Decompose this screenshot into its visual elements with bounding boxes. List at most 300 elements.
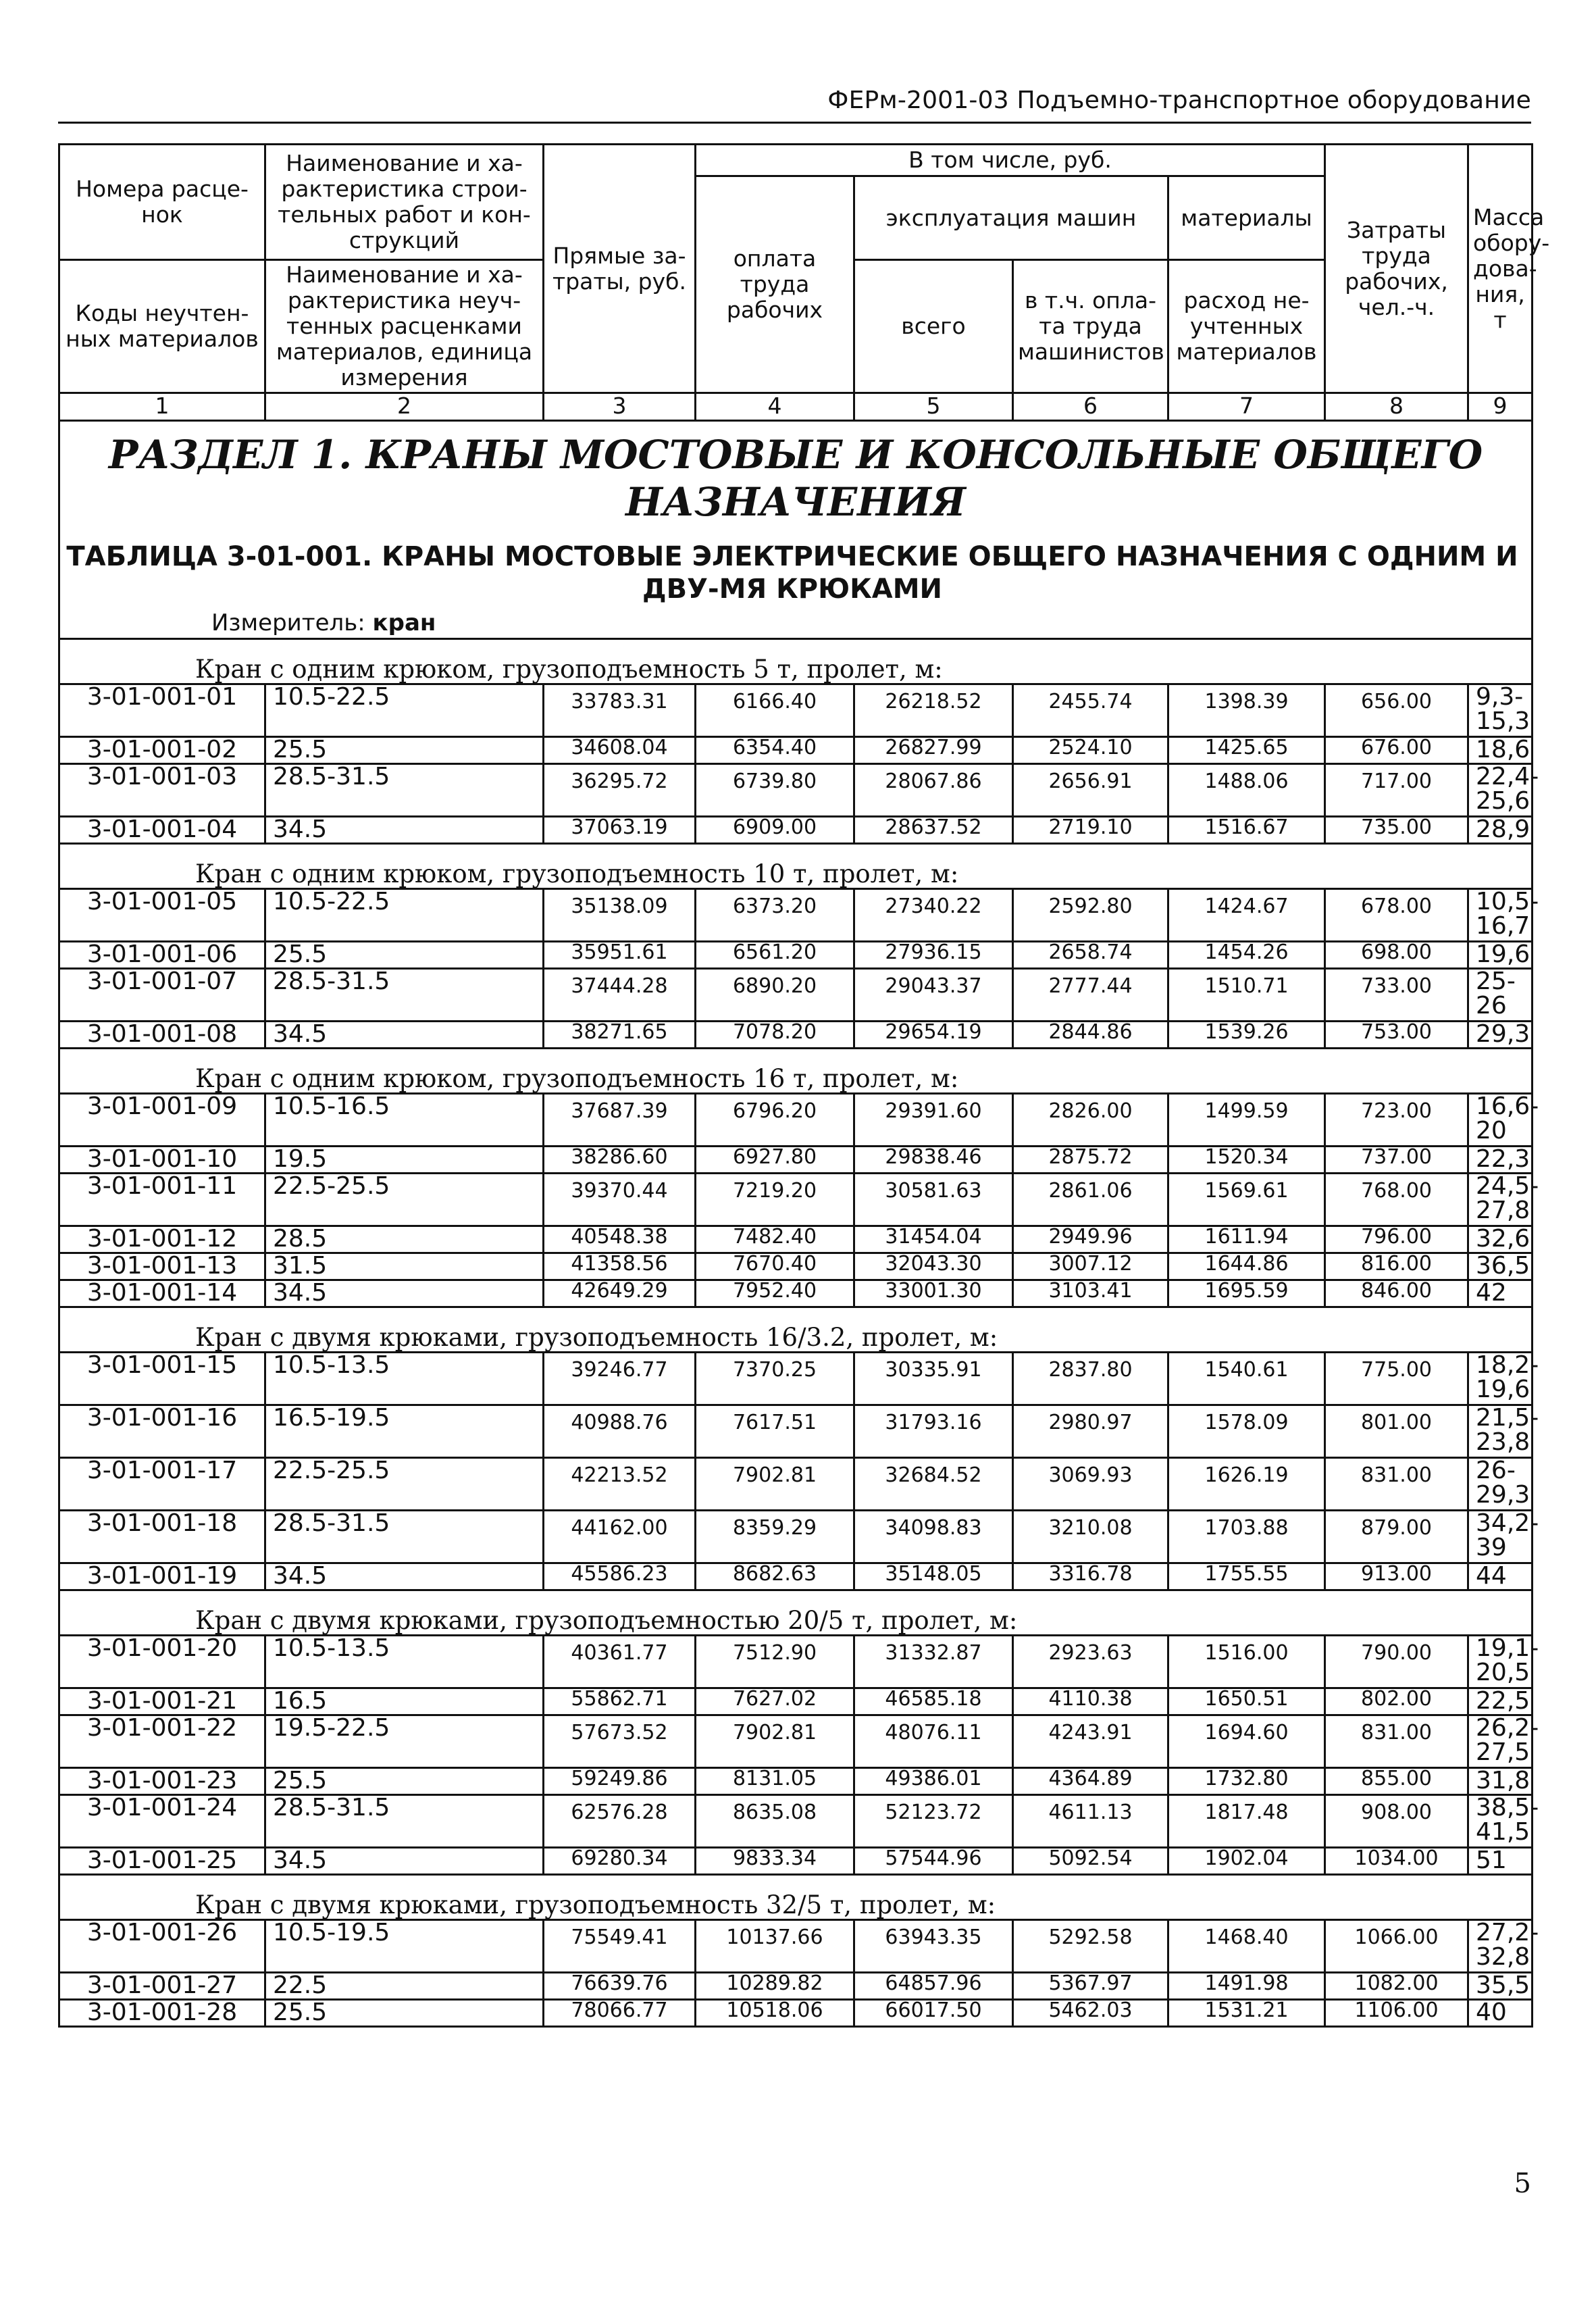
span-range: 16.5-19.5 [265,1405,544,1458]
machines-total: 30335.91 [854,1353,1013,1405]
span-range: 22.5 [265,1973,544,2000]
equipment-mass: 27,2-32,8 [1468,1920,1533,1973]
rate-code: 3-01-001-15 [59,1353,265,1405]
col-header-direct-costs: Прямые за-траты, руб. [544,145,696,393]
materials-cost: 1516.67 [1168,817,1325,844]
equipment-mass: 34,2-39 [1468,1511,1533,1563]
rate-code: 3-01-001-08 [59,1022,265,1049]
column-number: 2 [265,393,544,421]
labor-hours: 908.00 [1325,1795,1468,1848]
machinist-pay: 4364.89 [1013,1768,1168,1795]
materials-cost: 1817.48 [1168,1795,1325,1848]
table-row [59,1636,1533,1688]
rate-code: 3-01-001-02 [59,737,265,764]
labor-hours: 846.00 [1325,1280,1468,1307]
table-row [59,1768,1533,1795]
span-range: 19.5 [265,1147,544,1174]
worker-pay: 10518.06 [696,2000,854,2027]
worker-pay: 10137.66 [696,1920,854,1973]
labor-hours: 656.00 [1325,684,1468,737]
labor-hours: 802.00 [1325,1688,1468,1715]
rate-code: 3-01-001-21 [59,1688,265,1715]
column-number: 6 [1013,393,1168,421]
machines-total: 27340.22 [854,889,1013,942]
labor-hours: 737.00 [1325,1147,1468,1174]
group-title: Кран с двумя крюками, грузоподъемность 16/3.2, пролет, м: [59,1307,1533,1353]
machinist-pay: 3069.93 [1013,1458,1168,1511]
rate-code: 3-01-001-10 [59,1147,265,1174]
machinist-pay: 2980.97 [1013,1405,1168,1458]
worker-pay: 7617.51 [696,1405,854,1458]
worker-pay: 6796.20 [696,1094,854,1147]
equipment-mass: 26-29,3 [1468,1458,1533,1511]
machines-total: 32043.30 [854,1253,1013,1280]
worker-pay: 7670.40 [696,1253,854,1280]
worker-pay: 6354.40 [696,737,854,764]
materials-cost: 1491.98 [1168,1973,1325,2000]
column-number: 5 [854,393,1013,421]
materials-cost: 1454.26 [1168,942,1325,969]
materials-cost: 1611.94 [1168,1226,1325,1253]
labor-hours: 816.00 [1325,1253,1468,1280]
labor-hours: 855.00 [1325,1768,1468,1795]
table-row [59,817,1533,844]
labor-hours: 790.00 [1325,1636,1468,1688]
direct-costs: 44162.00 [544,1511,696,1563]
span-range: 28.5 [265,1226,544,1253]
machinist-pay: 2844.86 [1013,1022,1168,1049]
equipment-mass: 22,4-25,6 [1468,764,1533,817]
machinist-pay: 2656.91 [1013,764,1168,817]
machinist-pay: 2949.96 [1013,1226,1168,1253]
rate-code: 3-01-001-26 [59,1920,265,1973]
machinist-pay: 2658.74 [1013,942,1168,969]
labor-hours: 676.00 [1325,737,1468,764]
labor-hours: 1082.00 [1325,1973,1468,2000]
direct-costs: 59249.86 [544,1768,696,1795]
equipment-mass: 19,1-20,5 [1468,1636,1533,1688]
materials-cost: 1540.61 [1168,1353,1325,1405]
equipment-mass: 25-26 [1468,969,1533,1022]
table-row [59,1973,1533,2000]
machinist-pay: 2777.44 [1013,969,1168,1022]
column-number: 4 [696,393,854,421]
equipment-mass: 35,5 [1468,1973,1533,2000]
column-number-row [59,393,1533,421]
materials-cost: 1468.40 [1168,1920,1325,1973]
machinist-pay: 5462.03 [1013,2000,1168,2027]
table-row [59,1458,1533,1511]
materials-cost: 1488.06 [1168,764,1325,817]
header-rule [58,122,1531,124]
machines-total: 49386.01 [854,1768,1013,1795]
rate-code: 3-01-001-01 [59,684,265,737]
span-range: 25.5 [265,1768,544,1795]
col-header-machines-total: всего [854,260,1013,393]
machinist-pay: 4611.13 [1013,1795,1168,1848]
rate-code: 3-01-001-22 [59,1715,265,1768]
direct-costs: 55862.71 [544,1688,696,1715]
direct-costs: 57673.52 [544,1715,696,1768]
group-title-row [59,1590,1533,1636]
machines-total: 52123.72 [854,1795,1013,1848]
materials-cost: 1539.26 [1168,1022,1325,1049]
span-range: 10.5-13.5 [265,1636,544,1688]
materials-cost: 1578.09 [1168,1405,1325,1458]
span-range: 34.5 [265,1280,544,1307]
rate-code: 3-01-001-27 [59,1973,265,2000]
direct-costs: 69280.34 [544,1848,696,1875]
machinist-pay: 5092.54 [1013,1848,1168,1875]
rate-code: 3-01-001-20 [59,1636,265,1688]
group-title-row [59,844,1533,889]
table-title: ТАБЛИЦА 3-01-001. КРАНЫ МОСТОВЫЕ ЭЛЕКТРИЧЕСКИЕ ОБЩЕГО НАЗНАЧЕНИЯ С ОДНИМ И ДВУ-МЯ КРЮКАМИ [66,541,1518,605]
rate-code: 3-01-001-24 [59,1795,265,1848]
materials-cost: 1626.19 [1168,1458,1325,1511]
col-header-material-codes: Коды неучтен-ных материалов [59,260,265,393]
labor-hours: 831.00 [1325,1715,1468,1768]
machinist-pay: 5367.97 [1013,1973,1168,2000]
rate-code: 3-01-001-14 [59,1280,265,1307]
col-header-machinist-pay: в т.ч. опла-та труда машинистов [1013,260,1168,393]
span-range: 22.5-25.5 [265,1458,544,1511]
equipment-mass: 28,9 [1468,817,1533,844]
labor-hours: 913.00 [1325,1563,1468,1590]
table-row [59,1094,1533,1147]
machinist-pay: 3007.12 [1013,1253,1168,1280]
equipment-mass: 21,5-23,8 [1468,1405,1533,1458]
machines-total: 33001.30 [854,1280,1013,1307]
machinist-pay: 2524.10 [1013,737,1168,764]
direct-costs: 37687.39 [544,1094,696,1147]
meter-value: кран [372,609,436,636]
worker-pay: 6890.20 [696,969,854,1022]
table-row [59,1022,1533,1049]
rate-code: 3-01-001-28 [59,2000,265,2027]
direct-costs: 35951.61 [544,942,696,969]
table-row [59,1795,1533,1848]
machines-total: 57544.96 [854,1848,1013,1875]
group-title: Кран с двумя крюками, грузоподъемность 32/5 т, пролет, м: [59,1875,1533,1920]
table-row [59,1405,1533,1458]
col-header-worker-pay: оплата труда рабочих [696,176,854,393]
labor-hours: 717.00 [1325,764,1468,817]
materials-cost: 1732.80 [1168,1768,1325,1795]
table-row [59,1920,1533,1973]
group-title: Кран с двумя крюками, грузоподъемностью 20/5 т, пролет, м: [59,1590,1533,1636]
labor-hours: 753.00 [1325,1022,1468,1049]
direct-costs: 42649.29 [544,1280,696,1307]
equipment-mass: 31,8 [1468,1768,1533,1795]
col-header-unaccounted-materials: расход не-учтенных материалов [1168,260,1325,393]
worker-pay: 6909.00 [696,817,854,844]
span-range: 28.5-31.5 [265,1511,544,1563]
machinist-pay: 2875.72 [1013,1147,1168,1174]
group-title-row [59,639,1533,684]
labor-hours: 723.00 [1325,1094,1468,1147]
machines-total: 31793.16 [854,1405,1013,1458]
direct-costs: 42213.52 [544,1458,696,1511]
table-row [59,1848,1533,1875]
group-title: Кран с одним крюком, грузоподъемность 10 т, пролет, м: [59,844,1533,889]
rate-code: 3-01-001-13 [59,1253,265,1280]
equipment-mass: 16,6-20 [1468,1094,1533,1147]
section-title: РАЗДЕЛ 1. КРАНЫ МОСТОВЫЕ И КОНСОЛЬНЫЕ ОБЩЕГО НАЗНАЧЕНИЯ [108,432,1483,525]
equipment-mass: 44 [1468,1563,1533,1590]
table-row [59,684,1533,737]
labor-hours: 831.00 [1325,1458,1468,1511]
direct-costs: 78066.77 [544,2000,696,2027]
table-row [59,2000,1533,2027]
worker-pay: 7952.40 [696,1280,854,1307]
span-range: 31.5 [265,1253,544,1280]
machinist-pay: 2592.80 [1013,889,1168,942]
col-header-machine-operation: эксплуатация машин [854,176,1168,260]
labor-hours: 1106.00 [1325,2000,1468,2027]
worker-pay: 6561.20 [696,942,854,969]
machines-total: 35148.05 [854,1563,1013,1590]
col-header-equipment-mass: Масса обору-дова-ния, т [1468,145,1533,393]
direct-costs: 34608.04 [544,737,696,764]
machinist-pay: 3316.78 [1013,1563,1168,1590]
rate-code: 3-01-001-04 [59,817,265,844]
materials-cost: 1650.51 [1168,1688,1325,1715]
col-header-labor-hours: Затраты труда рабочих, чел.-ч. [1325,145,1468,393]
labor-hours: 879.00 [1325,1511,1468,1563]
direct-costs: 37063.19 [544,817,696,844]
rate-code: 3-01-001-07 [59,969,265,1022]
materials-cost: 1520.34 [1168,1147,1325,1174]
labor-hours: 768.00 [1325,1174,1468,1226]
col-header-including: В том числе, руб. [696,145,1325,176]
equipment-mass: 36,5 [1468,1253,1533,1280]
table-row [59,942,1533,969]
group-title-row [59,1307,1533,1353]
labor-hours: 1034.00 [1325,1848,1468,1875]
direct-costs: 40361.77 [544,1636,696,1688]
table-row [59,1511,1533,1563]
worker-pay: 7512.90 [696,1636,854,1688]
equipment-mass: 38,5-41,5 [1468,1795,1533,1848]
group-title-row [59,1875,1533,1920]
span-range: 34.5 [265,1848,544,1875]
machines-total: 26218.52 [854,684,1013,737]
machinist-pay: 2837.80 [1013,1353,1168,1405]
machines-total: 29654.19 [854,1022,1013,1049]
table-row [59,737,1533,764]
worker-pay: 9833.34 [696,1848,854,1875]
section-header-row [59,421,1533,639]
equipment-mass: 18,2-19,6 [1468,1353,1533,1405]
worker-pay: 7078.20 [696,1022,854,1049]
direct-costs: 37444.28 [544,969,696,1022]
rate-code: 3-01-001-06 [59,942,265,969]
worker-pay: 6373.20 [696,889,854,942]
worker-pay: 7902.81 [696,1458,854,1511]
machinist-pay: 2719.10 [1013,817,1168,844]
machines-total: 31332.87 [854,1636,1013,1688]
table-row [59,1353,1533,1405]
machinist-pay: 3210.08 [1013,1511,1168,1563]
labor-hours: 678.00 [1325,889,1468,942]
column-number: 7 [1168,393,1325,421]
span-range: 34.5 [265,1563,544,1590]
direct-costs: 36295.72 [544,764,696,817]
equipment-mass: 32,6 [1468,1226,1533,1253]
labor-hours: 1066.00 [1325,1920,1468,1973]
span-range: 10.5-19.5 [265,1920,544,1973]
span-range: 25.5 [265,737,544,764]
worker-pay: 10289.82 [696,1973,854,2000]
worker-pay: 6927.80 [696,1147,854,1174]
worker-pay: 8359.29 [696,1511,854,1563]
rate-code: 3-01-001-18 [59,1511,265,1563]
machines-total: 63943.35 [854,1920,1013,1973]
direct-costs: 40548.38 [544,1226,696,1253]
rate-code: 3-01-001-16 [59,1405,265,1458]
worker-pay: 7219.20 [696,1174,854,1226]
table-row [59,969,1533,1022]
column-number: 9 [1468,393,1533,421]
rate-code: 3-01-001-09 [59,1094,265,1147]
group-title: Кран с одним крюком, грузоподъемность 5 т, пролет, м: [59,639,1533,684]
span-range: 19.5-22.5 [265,1715,544,1768]
equipment-mass: 18,6 [1468,737,1533,764]
worker-pay: 7902.81 [696,1715,854,1768]
equipment-mass: 22,5 [1468,1688,1533,1715]
machinist-pay: 4243.91 [1013,1715,1168,1768]
materials-cost: 1703.88 [1168,1511,1325,1563]
span-range: 34.5 [265,1022,544,1049]
machines-total: 27936.15 [854,942,1013,969]
table-row [59,1563,1533,1590]
machinist-pay: 2861.06 [1013,1174,1168,1226]
labor-hours: 733.00 [1325,969,1468,1022]
direct-costs: 75549.41 [544,1920,696,1973]
machinist-pay: 5292.58 [1013,1920,1168,1973]
equipment-mass: 10,5-16,7 [1468,889,1533,942]
worker-pay: 6166.40 [696,684,854,737]
rate-code: 3-01-001-25 [59,1848,265,1875]
span-range: 28.5-31.5 [265,969,544,1022]
span-range: 10.5-13.5 [265,1353,544,1405]
table-row [59,1147,1533,1174]
span-range: 34.5 [265,817,544,844]
table-row [59,764,1533,817]
span-range: 22.5-25.5 [265,1174,544,1226]
materials-cost: 1424.67 [1168,889,1325,942]
rate-code: 3-01-001-17 [59,1458,265,1511]
col-header-materials: материалы [1168,176,1325,260]
equipment-mass: 24,5-27,8 [1468,1174,1533,1226]
labor-hours: 801.00 [1325,1405,1468,1458]
table-row [59,889,1533,942]
materials-cost: 1510.71 [1168,969,1325,1022]
direct-costs: 45586.23 [544,1563,696,1590]
machinist-pay: 4110.38 [1013,1688,1168,1715]
machines-total: 29838.46 [854,1147,1013,1174]
span-range: 16.5 [265,1688,544,1715]
machinist-pay: 2923.63 [1013,1636,1168,1688]
col-header-material-name: Наименование и ха-рактеристика неуч-тенных расценками материалов, единица измерения [265,260,544,393]
rate-code: 3-01-001-05 [59,889,265,942]
machinist-pay: 3103.41 [1013,1280,1168,1307]
worker-pay: 8635.08 [696,1795,854,1848]
col-header-work-name: Наименование и ха-рактеристика строи-тельных работ и кон-струкций [265,145,544,260]
rate-code: 3-01-001-19 [59,1563,265,1590]
worker-pay: 8131.05 [696,1768,854,1795]
direct-costs: 62576.28 [544,1795,696,1848]
direct-costs: 39370.44 [544,1174,696,1226]
table-row [59,1253,1533,1280]
materials-cost: 1694.60 [1168,1715,1325,1768]
worker-pay: 7370.25 [696,1353,854,1405]
group-title-row [59,1049,1533,1094]
equipment-mass: 26,2-27,5 [1468,1715,1533,1768]
equipment-mass: 51 [1468,1848,1533,1875]
worker-pay: 7627.02 [696,1688,854,1715]
table-row [59,1280,1533,1307]
unit-of-measure [67,608,1524,638]
direct-costs: 38271.65 [544,1022,696,1049]
rate-code: 3-01-001-23 [59,1768,265,1795]
direct-costs: 40988.76 [544,1405,696,1458]
machines-total: 29043.37 [854,969,1013,1022]
machines-total: 30581.63 [854,1174,1013,1226]
direct-costs: 35138.09 [544,889,696,942]
equipment-mass: 19,6 [1468,942,1533,969]
materials-cost: 1516.00 [1168,1636,1325,1688]
worker-pay: 8682.63 [696,1563,854,1590]
materials-cost: 1902.04 [1168,1848,1325,1875]
machines-total: 28067.86 [854,764,1013,817]
span-range: 25.5 [265,2000,544,2027]
machines-total: 26827.99 [854,737,1013,764]
machines-total: 31454.04 [854,1226,1013,1253]
machines-total: 46585.18 [854,1688,1013,1715]
span-range: 10.5-22.5 [265,889,544,942]
machines-total: 32684.52 [854,1458,1013,1511]
materials-cost: 1644.86 [1168,1253,1325,1280]
group-title: Кран с одним крюком, грузоподъемность 16 т, пролет, м: [59,1049,1533,1094]
labor-hours: 698.00 [1325,942,1468,969]
col-header-rate-numbers: Номера расце-нок [59,145,265,260]
column-number: 8 [1325,393,1468,421]
labor-hours: 775.00 [1325,1353,1468,1405]
materials-cost: 1695.59 [1168,1280,1325,1307]
machines-total: 29391.60 [854,1094,1013,1147]
materials-cost: 1531.21 [1168,2000,1325,2027]
direct-costs: 39246.77 [544,1353,696,1405]
machines-total: 66017.50 [854,2000,1013,2027]
direct-costs: 76639.76 [544,1973,696,2000]
worker-pay: 7482.40 [696,1226,854,1253]
worker-pay: 6739.80 [696,764,854,817]
materials-cost: 1569.61 [1168,1174,1325,1226]
materials-cost: 1425.65 [1168,737,1325,764]
equipment-mass: 9,3-15,3 [1468,684,1533,737]
table-row [59,1715,1533,1768]
machinist-pay: 2826.00 [1013,1094,1168,1147]
machines-total: 28637.52 [854,817,1013,844]
column-number: 1 [59,393,265,421]
machines-total: 64857.96 [854,1973,1013,2000]
span-range: 10.5-22.5 [265,684,544,737]
page-number: 5 [1514,2168,1531,2199]
materials-cost: 1755.55 [1168,1563,1325,1590]
meter-label: Измеритель: [211,609,365,636]
running-header: ФЕРм-2001-03 Подъемно-транспортное оборудование [827,86,1531,114]
